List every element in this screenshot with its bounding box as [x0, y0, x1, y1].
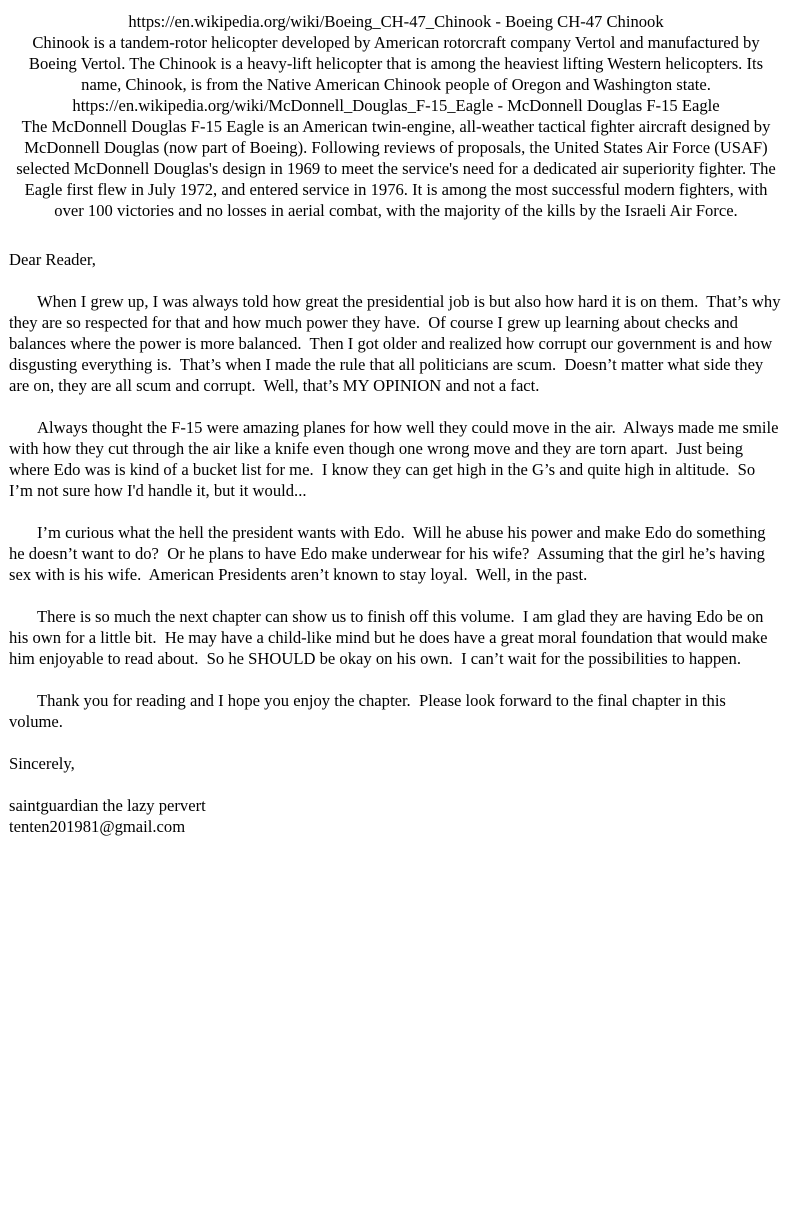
letter-paragraph: Always thought the F-15 were amazing planes for how well they could move in the air. Always made me smile with how they cut through the air like a knife even though one wrong move and they are torn apart. Just being where Edo was is kind of a bucket list for me. I know they can get high in the G’s and quite high in altitude. So I’m not sure how I'd handle it, but it would... — [9, 418, 783, 500]
letter-closing: Sincerely, — [9, 754, 75, 773]
letter-paragraph: When I grew up, I was always told how great the presidential job is but also how hard it is on them. That’s why they are so respected for that and how much power they have. Of course I grew up learning about checks and balances where the power is more balanced. Then I got older and realized how corrupt our government is and how disgusting everything is. That’s when I made the rule that all politicians are scum. Doesn’t matter what side they are on, they are all scum and corrupt. Well, that’s MY OPINION and not a fact. — [9, 292, 785, 395]
letter-body — [9, 249, 783, 837]
reference-entry — [9, 11, 783, 95]
letter-greeting: Dear Reader, — [9, 250, 96, 269]
letter-paragraph: I’m curious what the hell the president wants with Edo. Will he abuse his power and make Edo do something he doesn’t want to do? Or he plans to have Edo make underwear for his wife? Assuming that the girl he’s having sex with is his wife. American Presidents aren’t known to stay loyal. Well, in the past. — [9, 523, 770, 584]
signature-name: saintguardian the lazy pervert — [9, 796, 206, 815]
reference-link-line: https://en.wikipedia.org/wiki/Boeing_CH-47_Chinook - Boeing CH-47 Chinook — [128, 12, 664, 31]
letter-paragraph: Thank you for reading and I hope you enjoy the chapter. Please look forward to the final chapter in this volume. — [9, 691, 731, 731]
reference-description: Chinook is a tandem-rotor helicopter developed by American rotorcraft company Vertol and manufactured by Boeing Vertol. The Chinook is a heavy-lift helicopter that is among the heaviest lifting Western helicopters. Its name, Chinook, is from the Native American Chinook people of Oregon and Washington state. — [28, 33, 768, 94]
letter-paragraph: There is so much the next chapter can show us to finish off this volume. I am glad they are having Edo be on his own for a little bit. He may have a child-like mind but he does have a great moral foundation that would make him enjoyable to read about. So he SHOULD be okay on his own. I can’t wait for the possibilities to happen. — [9, 607, 772, 668]
reference-link-line: https://en.wikipedia.org/wiki/McDonnell_Douglas_F-15_Eagle - McDonnell Douglas F-15 Eagle — [72, 96, 720, 115]
references-header — [9, 11, 783, 221]
reference-description: The McDonnell Douglas F-15 Eagle is an American twin-engine, all-weather tactical fighter aircraft designed by McDonnell Douglas (now part of Boeing). Following reviews of proposals, the United States Air Force (USAF) selected McDonnell Douglas's design in 1969 to meet the service's need for a dedicated air superiority fighter. The Eagle first flew in July 1972, and entered service in 1976. It is among the most successful modern fighters, with over 100 victories and no losses in aerial combat, with the majority of the kills by the Israeli Air Force. — [16, 117, 780, 220]
reference-entry — [9, 95, 783, 221]
signature-email: tenten201981@gmail.com — [9, 817, 186, 836]
